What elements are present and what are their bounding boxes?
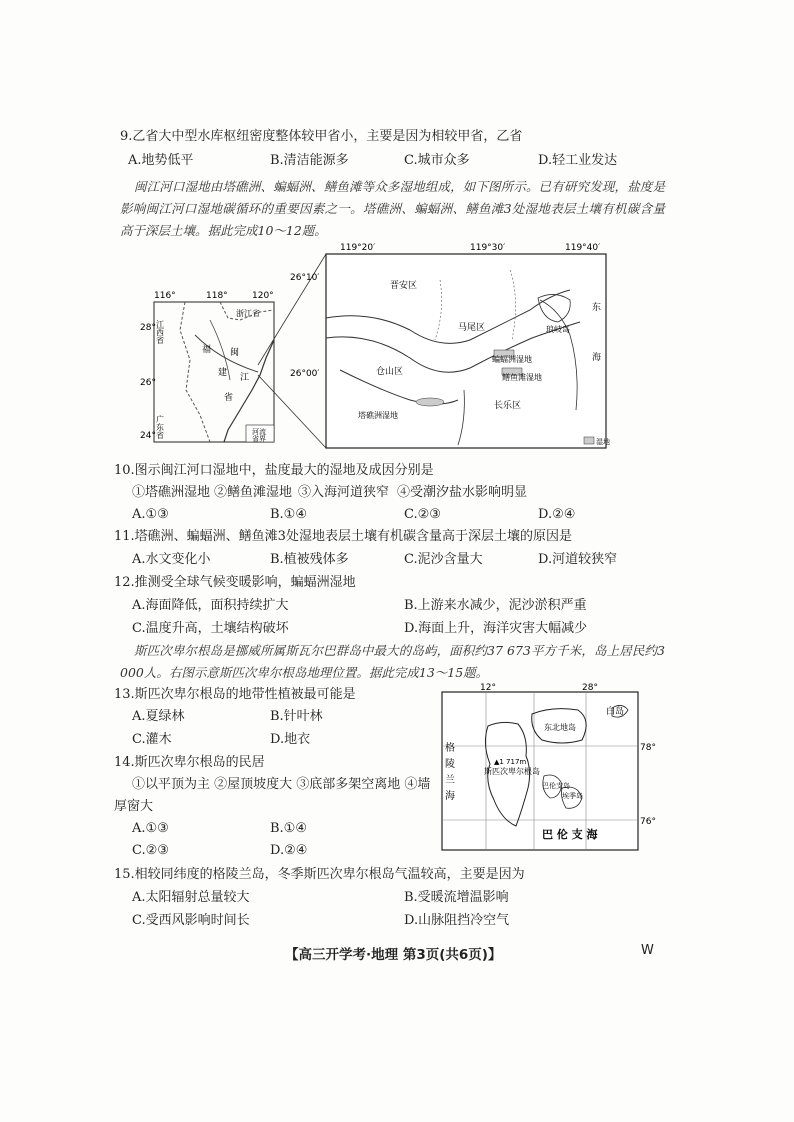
q11-stem: 11.塔礁洲、蝙蝠洲、鳝鱼滩3处湿地表层土壤有机碳含量高于深层土壤的原因是 <box>114 529 572 544</box>
label-bianfu: 蝙蝠洲湿地 <box>492 355 532 364</box>
q12-option-c: C.温度升高，土壤结构破坏 <box>132 621 289 636</box>
inset-legend-river: 河流 <box>252 428 266 436</box>
q13-option-c: C.灌木 <box>132 732 172 747</box>
q15-option-b: B.受暖流增温影响 <box>404 890 509 905</box>
q10-option-c: C.②③ <box>404 507 441 522</box>
inset-label-jiangxi: 江西省 <box>155 320 165 344</box>
label-mawei: 马尾区 <box>458 323 486 333</box>
q14-items-cont: 厚窗大 <box>114 799 154 814</box>
main-lat-1: 26°10′ <box>290 273 320 283</box>
label-shanyu: 鳝鱼滩湿地 <box>502 373 542 382</box>
label-edge-island: 埃季岛 <box>562 792 583 800</box>
q14-stem: 14.斯匹次卑尔根岛的民居 <box>114 755 265 770</box>
q11-option-a: A.水文变化小 <box>132 552 211 567</box>
inset-lat-26: 26° <box>140 378 156 388</box>
inset-lat-24: 24° <box>140 431 156 441</box>
page-footer: 【高三开学考·地理 第3页(共6页)】 <box>285 947 502 963</box>
inset-lon-116: 116° <box>154 291 176 301</box>
q9-option-a: A.地势低平 <box>128 153 194 168</box>
label-greenland-sea: 格陵兰海 <box>442 742 454 806</box>
fujian-inset-map <box>140 291 274 443</box>
label-white-island: 白岛 <box>606 707 625 717</box>
legend-wetland: 湿地 <box>596 438 610 446</box>
intro-passage-1: 闽江河口湿地由塔礁洲、蝙蝠洲、鳝鱼滩等众多湿地组成，如下图所示。已有研究发现，盐度是影响闽江河口湿地碳循环的重要因素之一。塔礁洲、蝙蝠洲、鳝鱼滩3处湿地表层土壤有机碳含量高于深层土壤。据此完成10～12题。 <box>120 179 665 238</box>
q9-stem: 9.乙省大中型水库枢纽密度整体较甲省小，主要是因为相较甲省，乙省 <box>120 129 523 144</box>
inset-label-min: 闽 <box>230 348 240 358</box>
q13-option-b: B.针叶林 <box>270 709 323 724</box>
inset-lat-28: 28° <box>140 323 156 333</box>
q15-option-d: D.山脉阻挡冷空气 <box>404 913 510 928</box>
label-barents-island: 巴伦支岛 <box>542 782 570 790</box>
q13-option-d: D.地衣 <box>270 732 311 747</box>
q13-stem: 13.斯匹次卑尔根岛的地带性植被最可能是 <box>114 687 356 702</box>
intro-passage-2: 斯匹次卑尔根岛是挪威所属斯瓦尔巴群岛中最大的岛屿，面积约37 673平方千米，岛上居民约3 000人。右图示意斯匹次卑尔根岛地理位置。据此完成13～15题。 <box>120 643 665 680</box>
main-lon-3: 119°40′ <box>565 243 601 253</box>
label-cangshan: 仓山区 <box>376 367 404 377</box>
inset-label-jiang: 江 <box>240 373 250 383</box>
q11-option-c: C.泥沙含量大 <box>404 552 483 567</box>
map2-lon-12: 12° <box>480 683 496 693</box>
q12-option-b: B.上游来水减少，泥沙淤积严重 <box>404 598 587 613</box>
q10-option-d: D.②④ <box>538 507 576 522</box>
inset-lon-120: 120° <box>252 291 274 301</box>
q12-option-d: D.海面上升，海洋灾害大幅减少 <box>404 621 588 636</box>
q9-option-b: B.清洁能源多 <box>270 153 349 168</box>
inset-label-jian: 建 <box>218 368 228 378</box>
q12-option-a: A.海面降低，面积持续扩大 <box>132 598 289 613</box>
map2-lat-78: 78° <box>640 743 656 753</box>
q15-stem: 15.相较同纬度的格陵兰岛，冬季斯匹次卑尔根岛气温较高，主要是因为 <box>114 867 525 882</box>
spitsbergen-map <box>432 680 662 860</box>
q9-option-c: C.城市众多 <box>404 153 470 168</box>
q13-option-a: A.夏绿林 <box>132 709 185 724</box>
inset-lon-118: 118° <box>206 291 228 301</box>
inset-legend-border: 省界 <box>252 435 266 443</box>
inset-label-guangdong: 广东省 <box>155 415 165 439</box>
label-barents-sea: 巴 伦 支 海 <box>542 828 598 841</box>
estuary-main-map <box>290 243 610 448</box>
q12-stem: 12.推测受全球气候变暖影响，蝙蝠洲湿地 <box>114 575 356 590</box>
q10-option-b: B.①④ <box>270 507 307 522</box>
q14-option-d: D.②④ <box>270 843 308 858</box>
q10-stem: 10.图示闽江河口湿地中，盐度最大的湿地及成因分别是 <box>114 463 434 478</box>
main-lon-1: 119°20′ <box>340 243 376 253</box>
map2-lat-76: 76° <box>640 817 656 827</box>
q11-option-b: B.植被残体多 <box>270 552 349 567</box>
label-peak: ▲1 717m <box>494 758 527 766</box>
label-langqi: 琅岐岛 <box>546 325 570 334</box>
q15-option-a: A.太阳辐射总量较大 <box>132 890 250 905</box>
q10-item-1: ①塔礁洲湿地 <box>132 485 211 500</box>
min-river-estuary-map <box>140 240 620 455</box>
q14-option-b: B.①④ <box>270 821 307 836</box>
inset-label-fu: 福 <box>202 345 212 355</box>
q14-option-a: A.①③ <box>132 821 169 836</box>
main-lat-2: 26°00′ <box>290 369 320 379</box>
main-lon-2: 119°30′ <box>470 243 506 253</box>
label-changle: 长乐区 <box>494 401 522 411</box>
q10-option-a: A.①③ <box>132 507 169 522</box>
watermark-letter: W <box>641 943 654 958</box>
inset-label-zhejiang: 浙江省 <box>236 309 260 318</box>
q15-option-c: C.受西风影响时间长 <box>132 913 250 928</box>
q10-item-4: ④受潮汐盐水影响明显 <box>397 485 528 500</box>
q9-option-d: D.轻工业发达 <box>538 153 618 168</box>
map2-lon-28: 28° <box>582 683 598 693</box>
q14-items: ①以平顶为主 ②屋顶坡度大 ③底部多架空离地 ④墙 <box>132 777 431 792</box>
label-northeast-land: 东北地岛 <box>544 723 576 732</box>
q11-option-d: D.河道较狭窄 <box>538 552 618 567</box>
label-jinan: 晋安区 <box>390 281 418 291</box>
inset-label-sheng: 省 <box>224 393 234 403</box>
q14-option-c: C.②③ <box>132 843 169 858</box>
label-dong: 东 <box>592 303 602 313</box>
q10-item-3: ③入海河道狭窄 <box>298 485 390 500</box>
label-tajiao: 塔礁洲湿地 <box>358 411 398 420</box>
label-hai: 海 <box>592 353 602 363</box>
label-spitsbergen: 斯匹次卑尔根岛 <box>484 767 540 776</box>
q10-item-2: ②鳝鱼滩湿地 <box>214 485 293 500</box>
